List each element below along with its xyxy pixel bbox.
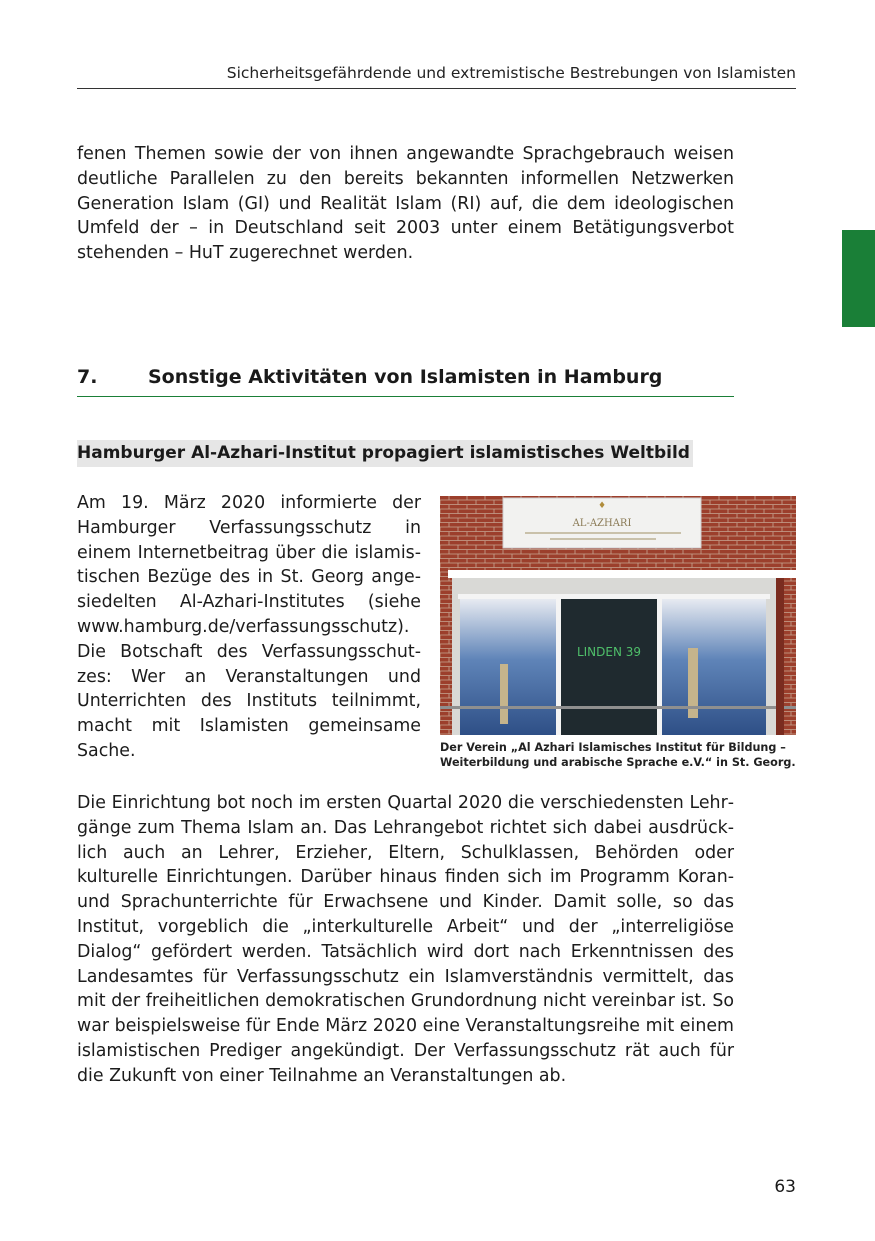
section-title: Sonstige Aktivitäten von Islamisten in Hamburg — [148, 366, 663, 388]
main-paragraph: Die Einrichtung bot noch im ersten Quartal 2020 die verschiedensten Lehrgänge zum Thema Islam an. Das Lehrangebot richtet sich dabei ausdrücklich auch an Lehrer, Erzieher, Eltern, Schulklassen, Behörden oder kulturelle Einrichtungen. Darüber hinaus finden sich im Programm Koran- und Sprachunterrichte für Erwachsene und Kinder. Damit solle, so das Institut, vorgeblich die „interkulturelle Arbeit“ und der „interreligiöse Dialog“ gefördert werden. Tatsächlich wird dort nach Erkenntnissen des Landesamtes für Verfassungsschutz ein Islamverständnis vermittelt, das mit der freiheitlichen demokratischen Grundordnung nicht vereinbar ist. So war beispielsweise für Ende März 2020 eine Veranstaltungsreihe mit einem islamistischen Prediger angekündigt. Der Verfassungsschutz rät auch für die Zukunft von einer Teilnahme an Veranstaltungen ab. — [77, 793, 734, 1086]
chapter-side-tab — [842, 230, 875, 327]
section-number: 7. — [77, 366, 98, 388]
left-column-paragraph: Am 19. März 2020 informierte der Hamburger Verfassungsschutz in einem Internetbeitrag über die islamistischen Bezüge des in St. Georg angesiedelten Al-Azhari-Institutes (siehe www.hamburg.de/verfassungsschutz). Die Botschaft des Verfassungsschutzes: Wer an Veranstaltungen und Unterrichten des Instituts teilnimmt, macht mit Islamisten gemeinsame Sache. — [77, 493, 421, 761]
figure-caption: Der Verein „Al Azhari Islamisches Institut für Bildung – Weiterbildung und arabische Sprache e.V.“ in St. Georg. — [440, 741, 796, 769]
page-number: 63 — [774, 1177, 796, 1197]
banner-text: AL-AZHARI — [572, 518, 632, 529]
header-rule — [77, 88, 796, 89]
window-text: LINDEN 39 — [576, 645, 642, 659]
intro-paragraph: fenen Themen sowie der von ihnen angewandte Sprachgebrauch weisen deutliche Parallelen zu den bereits bekannten informellen Netzwerken Generation Islam (GI) und Realität Islam (RI) auf, die dem ideologischen Umfeld der – in Deutschland seit 2003 unter einem Betätigungsverbot stehenden – HuT zugerechnet werden. — [77, 144, 734, 264]
running-header: Sicherheitsgefährdende und extremistische Bestrebungen von Islamisten — [226, 64, 796, 82]
storefront-photo — [440, 496, 796, 735]
section-rule — [77, 396, 734, 397]
svg-text:♦: ♦ — [597, 501, 607, 511]
subheading: Hamburger Al-Azhari-Institut propagiert islamistisches Weltbild — [77, 440, 693, 467]
